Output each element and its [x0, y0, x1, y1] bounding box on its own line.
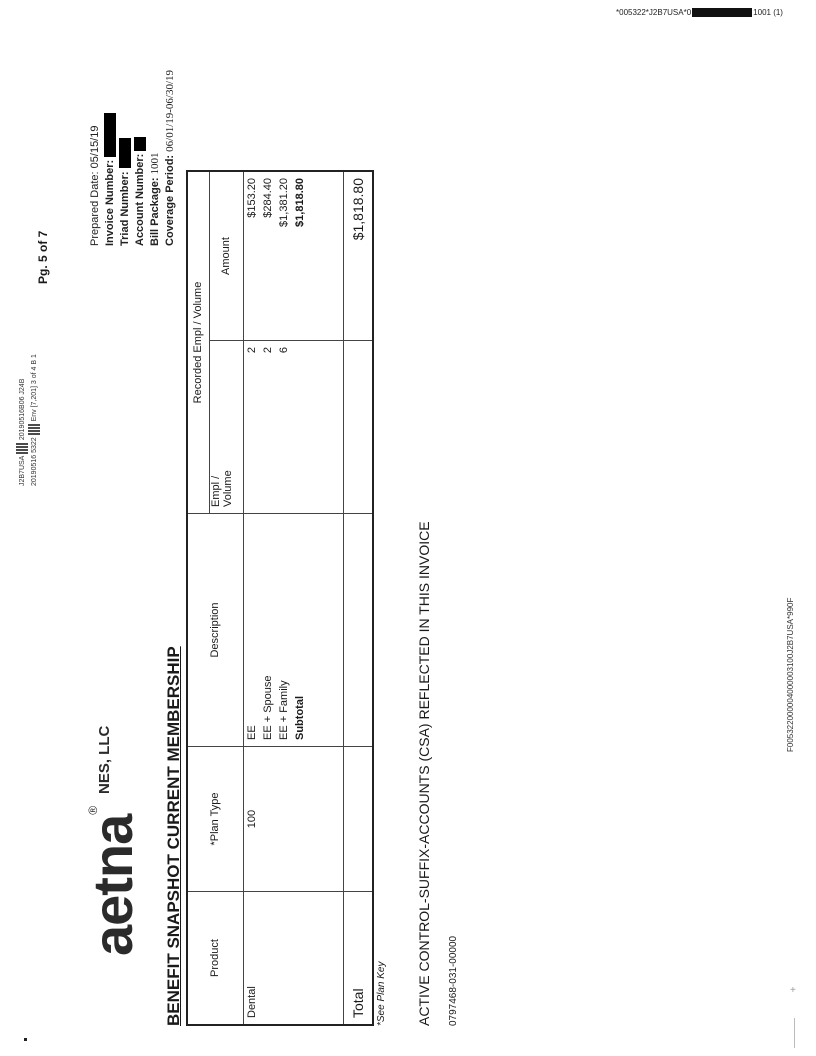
active-csa-heading: ACTIVE CONTROL-SUFFIX-ACCOUNTS (CSA) REFLECTED IN THIS INVOICE	[416, 521, 432, 1026]
total-empty-1	[343, 747, 373, 892]
invoice-number: Invoice Number:	[103, 70, 118, 246]
aetna-logo: aetna®	[81, 806, 144, 956]
corner-code-text: *005322*J2B7USA*0	[616, 8, 692, 17]
description-cell	[243, 514, 343, 747]
scan-line-1: J2B7USA 20190516B06 J24B	[16, 354, 28, 486]
description-ee: EE	[245, 725, 258, 740]
redaction	[104, 113, 116, 157]
header-empl: Empl /	[209, 475, 222, 507]
description-ee-family: EE + Family	[277, 680, 290, 740]
scan-line-2: 20190516 5322 Env [7,201] 3 of 4 B 1	[28, 354, 40, 486]
side-barcode-text: F005322000004000003100J2B7USA*990F	[786, 597, 795, 752]
amount-ee-family: $1,381.20	[277, 178, 290, 227]
account-code: 0797468-031-00000	[448, 935, 459, 1026]
section-title: BENEFIT SNAPSHOT CURRENT MEMBERSHIP	[164, 646, 183, 1026]
header-empl-volume	[209, 341, 243, 514]
plan-type-cell: 100	[243, 747, 343, 892]
subtotal-amount: $1,818.80	[293, 178, 306, 227]
redaction	[134, 137, 146, 151]
qr-code-icon	[16, 442, 28, 454]
empl-ee-spouse: 2	[261, 347, 274, 354]
redaction	[119, 138, 131, 168]
header-plan-type: *Plan Type	[187, 747, 243, 892]
product-cell: Dental	[243, 892, 343, 1026]
description-ee-spouse: EE + Spouse	[261, 675, 274, 740]
header-product: Product	[187, 892, 243, 1026]
page-number: Pg. 5 of 7	[36, 230, 50, 284]
amount-cell	[243, 171, 343, 341]
benefit-table	[186, 170, 374, 1026]
table-row-dental	[243, 171, 343, 1025]
crosshair-mark: +	[790, 985, 796, 996]
amount-ee-spouse: $284.40	[261, 178, 274, 218]
bill-package: Bill Package: 1001	[149, 152, 161, 246]
empl-ee-family: 6	[277, 347, 290, 354]
qr-code-icon-2	[28, 423, 40, 435]
prepared-date: Prepared Date: 05/15/19	[89, 125, 101, 246]
table-row-total	[343, 171, 373, 1025]
header-volume: Volume	[221, 470, 234, 507]
coverage-period: Coverage Period: 06/01/19-06/30/19	[164, 69, 176, 246]
total-label: Total	[343, 892, 373, 1026]
subtotal-label: Subtotal	[293, 696, 306, 740]
see-plan-key: *See Plan Key	[376, 961, 387, 1026]
triad-number: Triad Number:	[118, 70, 133, 246]
account-number: Account Number:	[133, 70, 148, 246]
empl-ee: 2	[245, 347, 258, 354]
corner-suffix: 1001 (1)	[753, 8, 783, 17]
total-empty-3	[343, 341, 373, 514]
header-description: Description	[187, 514, 243, 747]
amount-ee: $153.20	[245, 178, 258, 218]
invoice-info	[88, 70, 178, 246]
header-recorded: Recorded Empl / Volume	[187, 171, 209, 514]
scan-info	[16, 354, 40, 486]
total-amount: $1,818.80	[343, 171, 373, 341]
header-amount: Amount	[209, 171, 243, 341]
company-name: NES, LLC	[96, 725, 113, 794]
empl-cell	[243, 341, 343, 514]
total-empty-2	[343, 514, 373, 747]
